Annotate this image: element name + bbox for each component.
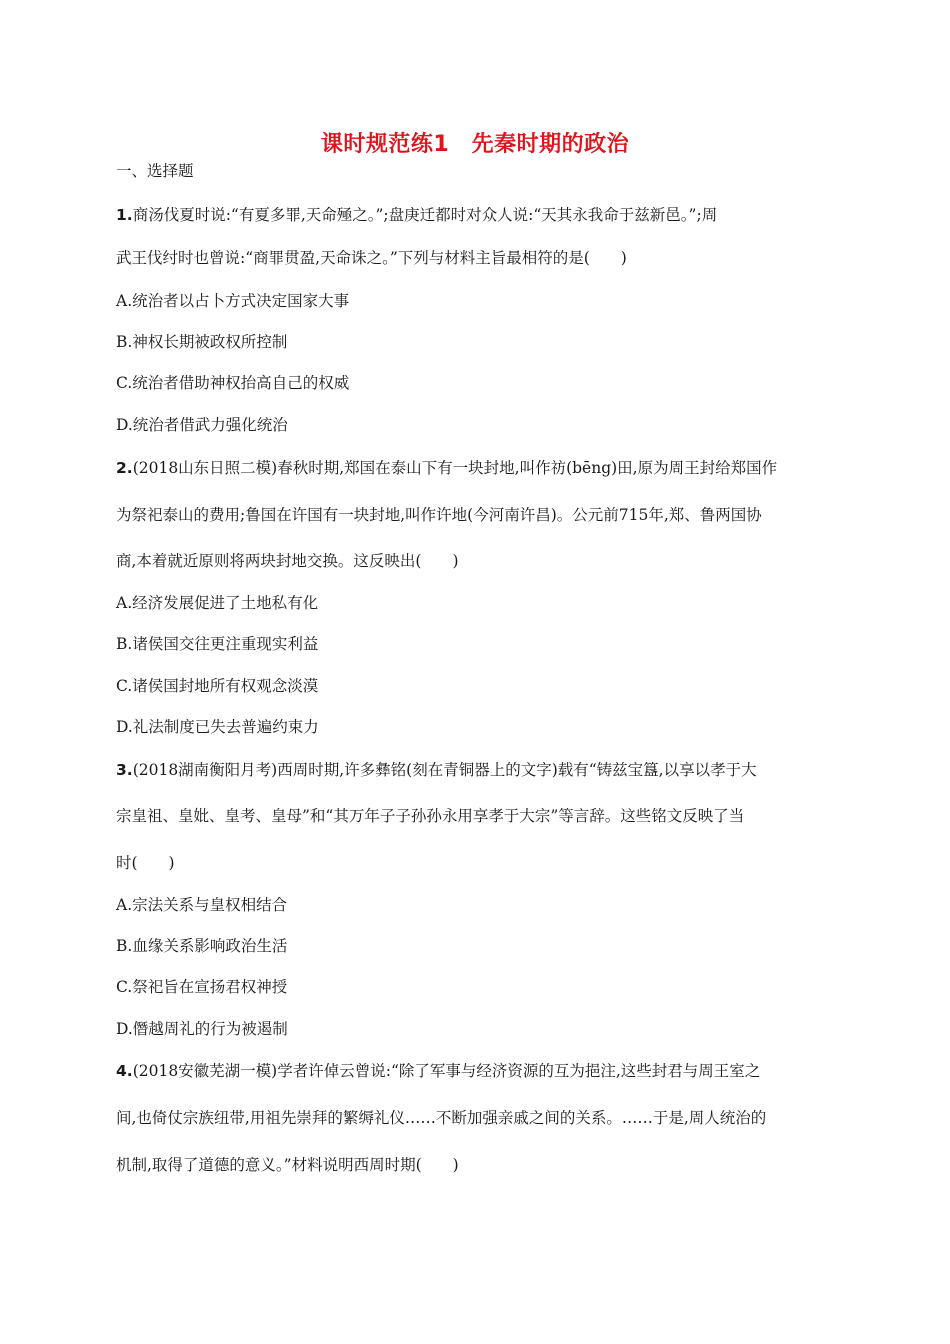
question-4-line-1	[116, 1061, 760, 1081]
question-2-option-d: D.礼法制度已失去普遍约束力	[116, 718, 319, 736]
question-3-option-c: C.祭祀旨在宣扬君权神授	[116, 978, 288, 996]
question-2-option-c: C.诸侯国封地所有权观念淡漠	[116, 677, 319, 695]
question-2-line-3: 商,本着就近原则将两块封地交换。这反映出( )	[116, 552, 459, 570]
question-number: 4.	[116, 1062, 133, 1080]
question-text: (2018山东日照二模)春秋时期,郑国在泰山下有一块封地,叫作祊(bēng)田,原为周王封给郑国作	[132, 459, 778, 477]
page-title: 课时规范练1 先秦时期的政治	[320, 132, 630, 157]
question-1-option-d: D.统治者借武力强化统治	[116, 416, 288, 434]
question-2-option-b: B.诸侯国交往更注重现实利益	[116, 635, 319, 653]
question-text: (2018湖南衡阳月考)西周时期,许多彝铭(刻在青铜器上的文字)载有“铸兹宝簋,以享以孝于大	[132, 761, 757, 779]
question-1-option-c: C.统治者借助神权抬高自己的权威	[116, 374, 350, 392]
question-text: 商汤伐夏时说:“有夏多罪,天命殛之。”;盘庚迁都时对众人说:“天其永我命于兹新邑。”;周	[132, 206, 718, 224]
question-1-line-1	[116, 205, 717, 225]
question-3-option-d: D.僭越周礼的行为被遏制	[116, 1020, 288, 1038]
question-number: 1.	[116, 206, 133, 224]
question-4-line-2: 间,也倚仗宗族纽带,用祖先崇拜的繁缛礼仪……不断加强亲戚之间的关系。……于是,周人统治的	[116, 1109, 767, 1127]
question-3-option-b: B.血缘关系影响政治生活	[116, 937, 288, 955]
question-3-line-3: 时( )	[116, 854, 175, 872]
question-3-line-2: 宗皇祖、皇妣、皇考、皇母”和“其万年子子孙孙永用享孝于大宗”等言辞。这些铭文反映了当	[116, 807, 745, 825]
question-text: (2018安徽芜湖一模)学者许倬云曾说:“除了军事与经济资源的互为挹注,这些封君与周王室之	[132, 1062, 761, 1080]
question-number: 2.	[116, 459, 133, 477]
section-heading: 一、选择题	[116, 162, 194, 180]
question-3-option-a: A.宗法关系与皇权相结合	[116, 896, 288, 914]
question-1-line-2: 武王伐纣时也曾说:“商罪贯盈,天命诛之。”下列与材料主旨最相符的是( )	[116, 249, 627, 267]
question-2-line-2: 为祭祀泰山的费用;鲁国在许国有一块封地,叫作许地(今河南许昌)。公元前715年,郑、鲁两国协	[116, 506, 762, 524]
question-1-option-a: A.统治者以占卜方式决定国家大事	[116, 292, 350, 310]
question-1-option-b: B.神权长期被政权所控制	[116, 333, 288, 351]
question-4-line-3: 机制,取得了道德的意义。”材料说明西周时期( )	[116, 1156, 459, 1174]
question-2-option-a: A.经济发展促进了土地私有化	[116, 594, 319, 612]
question-number: 3.	[116, 761, 133, 779]
question-3-line-1	[116, 760, 757, 780]
question-2-line-1	[116, 458, 777, 478]
